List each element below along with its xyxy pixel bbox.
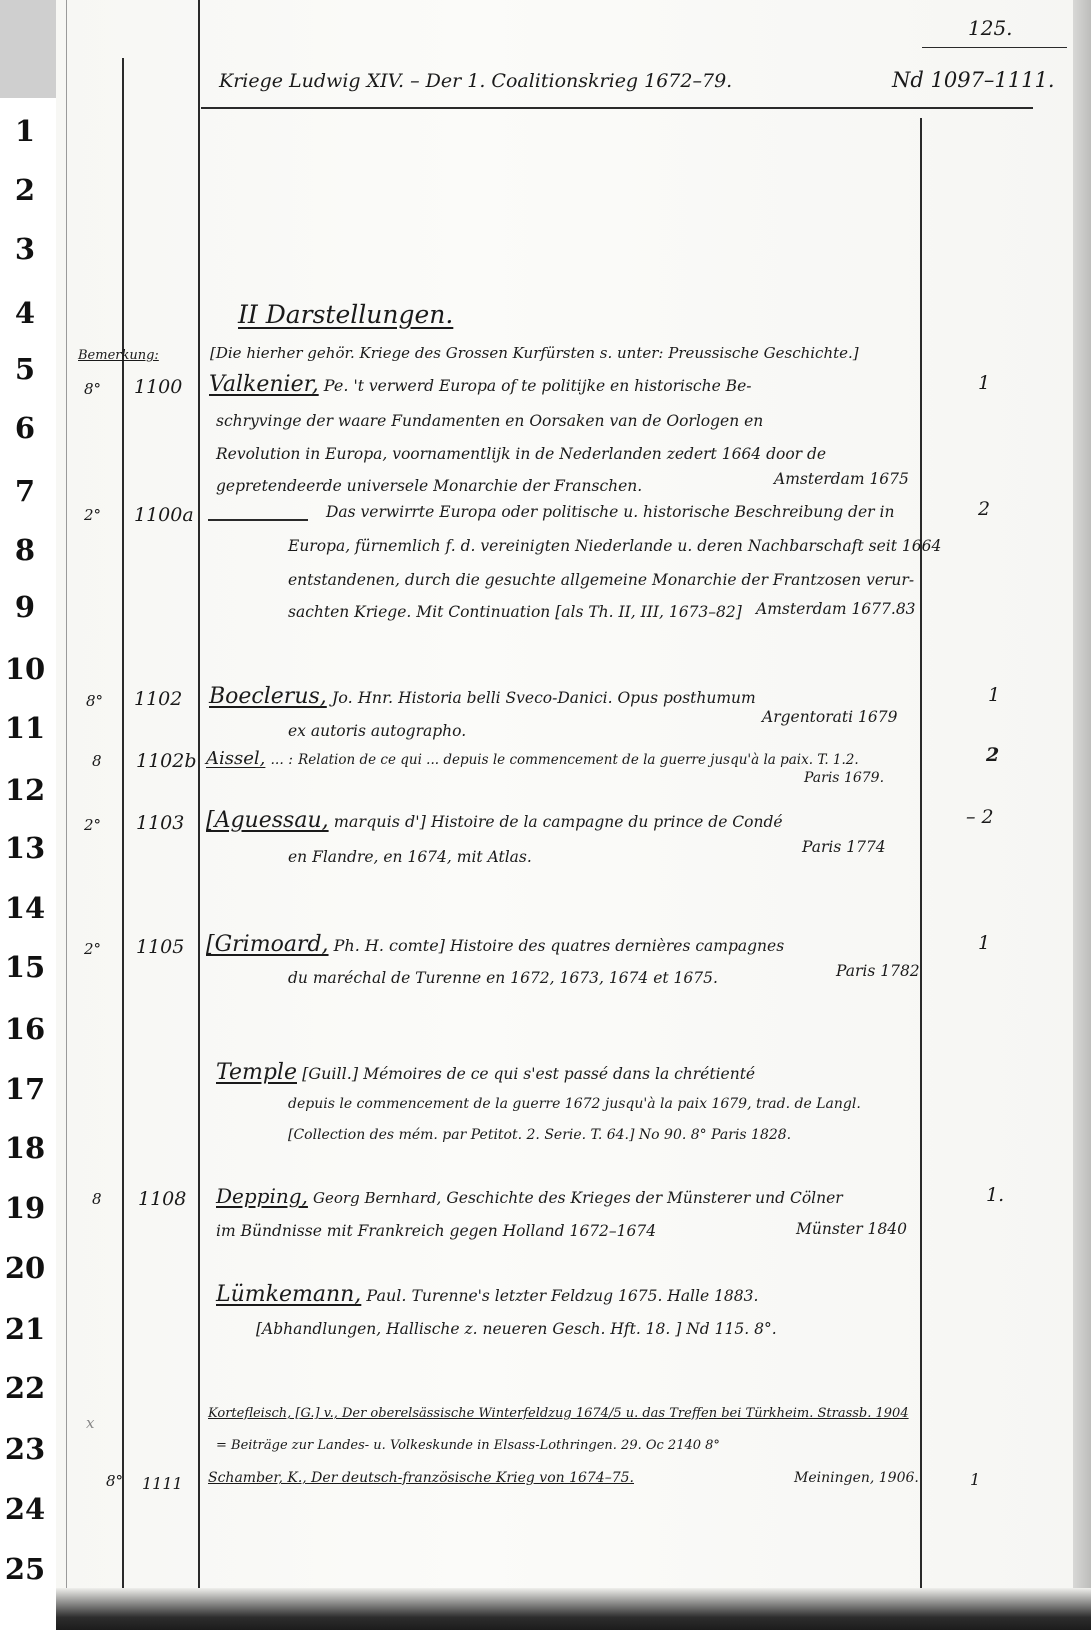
entry-title-line: Das verwirrte Europa oder politische u. historische Beschreibung der in (326, 503, 895, 521)
line-number: 7 (14, 474, 36, 508)
entry-place-year: Paris 1774 (802, 838, 886, 856)
page-binding-edge (66, 0, 67, 1600)
line-number: 21 (4, 1312, 46, 1346)
entry-author-line (206, 748, 859, 769)
scanned-page (56, 0, 1091, 1630)
entry-author-given: Pe. (323, 376, 349, 395)
line-number: 11 (4, 711, 46, 745)
line-number: 24 (4, 1492, 46, 1526)
entry-number: 1102 (134, 688, 183, 710)
entry-title-line: Histoire de la campagne du prince de Condé (431, 813, 783, 831)
entry-title-line: 't verwerd Europa of te politijke en historische Be- (353, 377, 752, 395)
entry-title-line: Revolution in Europa, voornamentlijk in de Nederlanden zedert 1664 door de (216, 445, 827, 463)
entry-title-line: Historia belli Sveco-Danici. Opus posthumum (398, 689, 756, 707)
entry-title-line: im Bündnisse mit Frankreich gegen Holland 1672–1674 (216, 1222, 657, 1240)
entry-author: [Aguessau, (206, 808, 329, 833)
entry-author-given: Paul. (366, 1286, 407, 1305)
entry-author-given: marquis d'] (333, 812, 426, 831)
line-number: 19 (4, 1191, 46, 1225)
page-header-range: Nd 1097–1111. (892, 68, 1055, 92)
line-number: 8 (14, 533, 36, 567)
line-number: 1 (14, 114, 36, 148)
column-rule-format (122, 58, 124, 1598)
entry-format: x (86, 1414, 95, 1432)
entry-place-year: Meiningen, 1906. (794, 1470, 919, 1486)
column-rule-number (198, 0, 200, 1598)
entry-count: 1 (988, 684, 1001, 706)
entry-title-line: Mémoires de ce qui s'est passé dans la chrétienté (363, 1065, 756, 1083)
entry-count: 1 (970, 1470, 981, 1489)
entry-number: 1102b (136, 750, 197, 772)
ditto-author-line (208, 519, 308, 521)
entry-author-line (206, 808, 783, 833)
entry-place-year: Argentorati 1679 (762, 708, 898, 726)
entry-author-given: Ph. H. comte] (333, 936, 445, 955)
section-heading: II Darstellungen. (238, 300, 454, 329)
entry-author: Aissel, (206, 748, 266, 769)
entry-count: 2 (986, 744, 1000, 766)
line-number: 4 (14, 296, 36, 330)
line-number: 10 (4, 652, 46, 686)
entry-place-year: Amsterdam 1675 (774, 470, 909, 488)
entry-place-year: Münster 1840 (796, 1220, 907, 1238)
entry-count: 2 (978, 498, 991, 520)
entry-format: 8 (92, 1190, 102, 1208)
entry-title-line: Turenne's letzter Feldzug 1675. Halle 1883. (411, 1287, 759, 1305)
line-number: 17 (4, 1072, 46, 1106)
line-number: 2 (14, 173, 36, 207)
entry-number: 1111 (142, 1474, 183, 1493)
entry-author-given: Georg Bernhard, (313, 1189, 442, 1207)
entry-title-line: schryvinge der waare Fundamenten en Oorsaken van de Oorlogen en (216, 412, 764, 430)
entry-number: 1105 (136, 936, 185, 958)
line-number-gutter (0, 0, 56, 1630)
entry-author: Lümkemann, (216, 1282, 362, 1307)
line-number: 14 (4, 891, 46, 925)
line-number: 15 (4, 950, 46, 984)
entry-format: 8° (106, 1472, 124, 1490)
entry-title-line: Europa, fürnemlich f. d. vereinigten Niederlande u. deren Nachbarschaft seit 1664 (288, 537, 942, 555)
page-number-rule (922, 47, 1067, 48)
entry-title-line: en Flandre, en 1674, mit Atlas. (288, 848, 532, 866)
entry-author-line (209, 372, 751, 397)
entry-author: Valkenier, (209, 372, 319, 397)
entry-count: 1. (986, 1184, 1005, 1206)
entry-format: 8° (84, 380, 102, 398)
header-underline (201, 107, 1033, 109)
entry-number: 1108 (138, 1188, 187, 1210)
entry-count: 1 (978, 932, 991, 954)
entry-title-line: Schamber, K., Der deutsch-französische Krieg von 1674–75. (208, 1470, 635, 1486)
line-number: 23 (4, 1432, 46, 1466)
entry-title-line: [Abhandlungen, Hallische z. neueren Gesch. Hft. 18. ] Nd 115. 8°. (256, 1320, 777, 1338)
entry-format: 8° (86, 692, 104, 710)
entry-author-given: Jo. Hnr. (331, 688, 394, 707)
line-number: 5 (14, 352, 36, 386)
entry-title-line: Geschichte des Krieges der Münsterer und Cölner (446, 1189, 843, 1207)
column-rule-count (920, 118, 922, 1598)
entry-author-line (216, 1060, 755, 1085)
entry-number: 1100a (134, 504, 194, 526)
gutter-header (0, 0, 56, 98)
line-number: 6 (14, 411, 36, 445)
entry-author: Temple (216, 1060, 297, 1085)
entry-title-line: sachten Kriege. Mit Continuation [als Th. II, III, 1673–82] (288, 603, 742, 621)
entry-author: Boeclerus, (209, 684, 327, 709)
entry-place-year: Amsterdam 1677.83 (756, 600, 916, 618)
entry-title-line: depuis le commencement de la guerre 1672 jusqu'à la paix 1679, trad. de Langl. (288, 1096, 861, 1112)
entry-author-given: ... : (270, 752, 293, 768)
entry-format: 2° (84, 816, 102, 834)
entry-title-line: [Collection des mém. par Petitot. 2. Serie. T. 64.] No 90. 8° Paris 1828. (288, 1127, 792, 1143)
entry-number: 1103 (136, 812, 185, 834)
entry-place-year: Paris 1679. (804, 770, 885, 786)
line-number: 18 (4, 1131, 46, 1165)
entry-author-line (216, 1282, 758, 1307)
entry-count: 1 (978, 372, 991, 394)
entry-place-year: Paris 1782 (836, 962, 920, 980)
line-number: 13 (4, 831, 46, 865)
page-number: 125. (968, 16, 1013, 40)
line-number: 25 (4, 1552, 46, 1586)
bemerkung-label: Bemerkung: (78, 348, 159, 363)
entry-format: 8 (92, 752, 102, 770)
line-number: 12 (4, 773, 46, 807)
entry-title-line: gepretendeerde universele Monarchie der Franschen. (216, 477, 643, 495)
entry-format: 2° (84, 506, 102, 524)
line-number: 9 (14, 590, 36, 624)
entry-title-line: Kortefleisch, [G.] v., Der oberelsässische Winterfeldzug 1674/5 u. das Treffen bei Türkheim. Strassb. 1904 (208, 1406, 909, 1421)
entry-author: Depping, (216, 1184, 308, 1208)
entry-author-given: [Guill.] (302, 1064, 359, 1083)
line-number: 3 (14, 232, 36, 266)
entry-title-line: entstandenen, durch die gesuchte allgemeine Monarchie der Frantzosen verur- (288, 571, 915, 589)
entry-count: – 2 (966, 806, 994, 828)
line-number: 16 (4, 1012, 46, 1046)
entry-title-line: Histoire des quatres dernières campagnes (450, 937, 785, 955)
line-number: 22 (4, 1371, 46, 1405)
entry-number: 1100 (134, 376, 183, 398)
entry-title-line: ex autoris autographo. (288, 722, 467, 740)
entry-title-line: du maréchal de Turenne en 1672, 1673, 1674 et 1675. (288, 969, 718, 987)
page-shadow (56, 1588, 1091, 1630)
entry-title-line: Relation de ce qui ... depuis le commencement de la guerre jusqu'à la paix. T. 1.2. (298, 752, 859, 768)
entry-author-line (209, 684, 756, 709)
entry-title-line: = Beiträge zur Landes- u. Volkeskunde in Elsass-Lothringen. 29. Oc 2140 8° (216, 1438, 720, 1453)
page-edge (1073, 0, 1091, 1630)
entry-format: 2° (84, 940, 102, 958)
page-header-title: Kriege Ludwig XIV. – Der 1. Coalitionskrieg 1672–79. (219, 70, 733, 92)
line-number: 20 (4, 1251, 46, 1285)
note-line: [Die hierher gehör. Kriege des Grossen Kurfürsten s. unter: Preussische Geschichte.] (210, 344, 859, 362)
entry-author-line (206, 932, 784, 957)
entry-author: [Grimoard, (206, 932, 329, 957)
entry-author-line (216, 1184, 843, 1208)
